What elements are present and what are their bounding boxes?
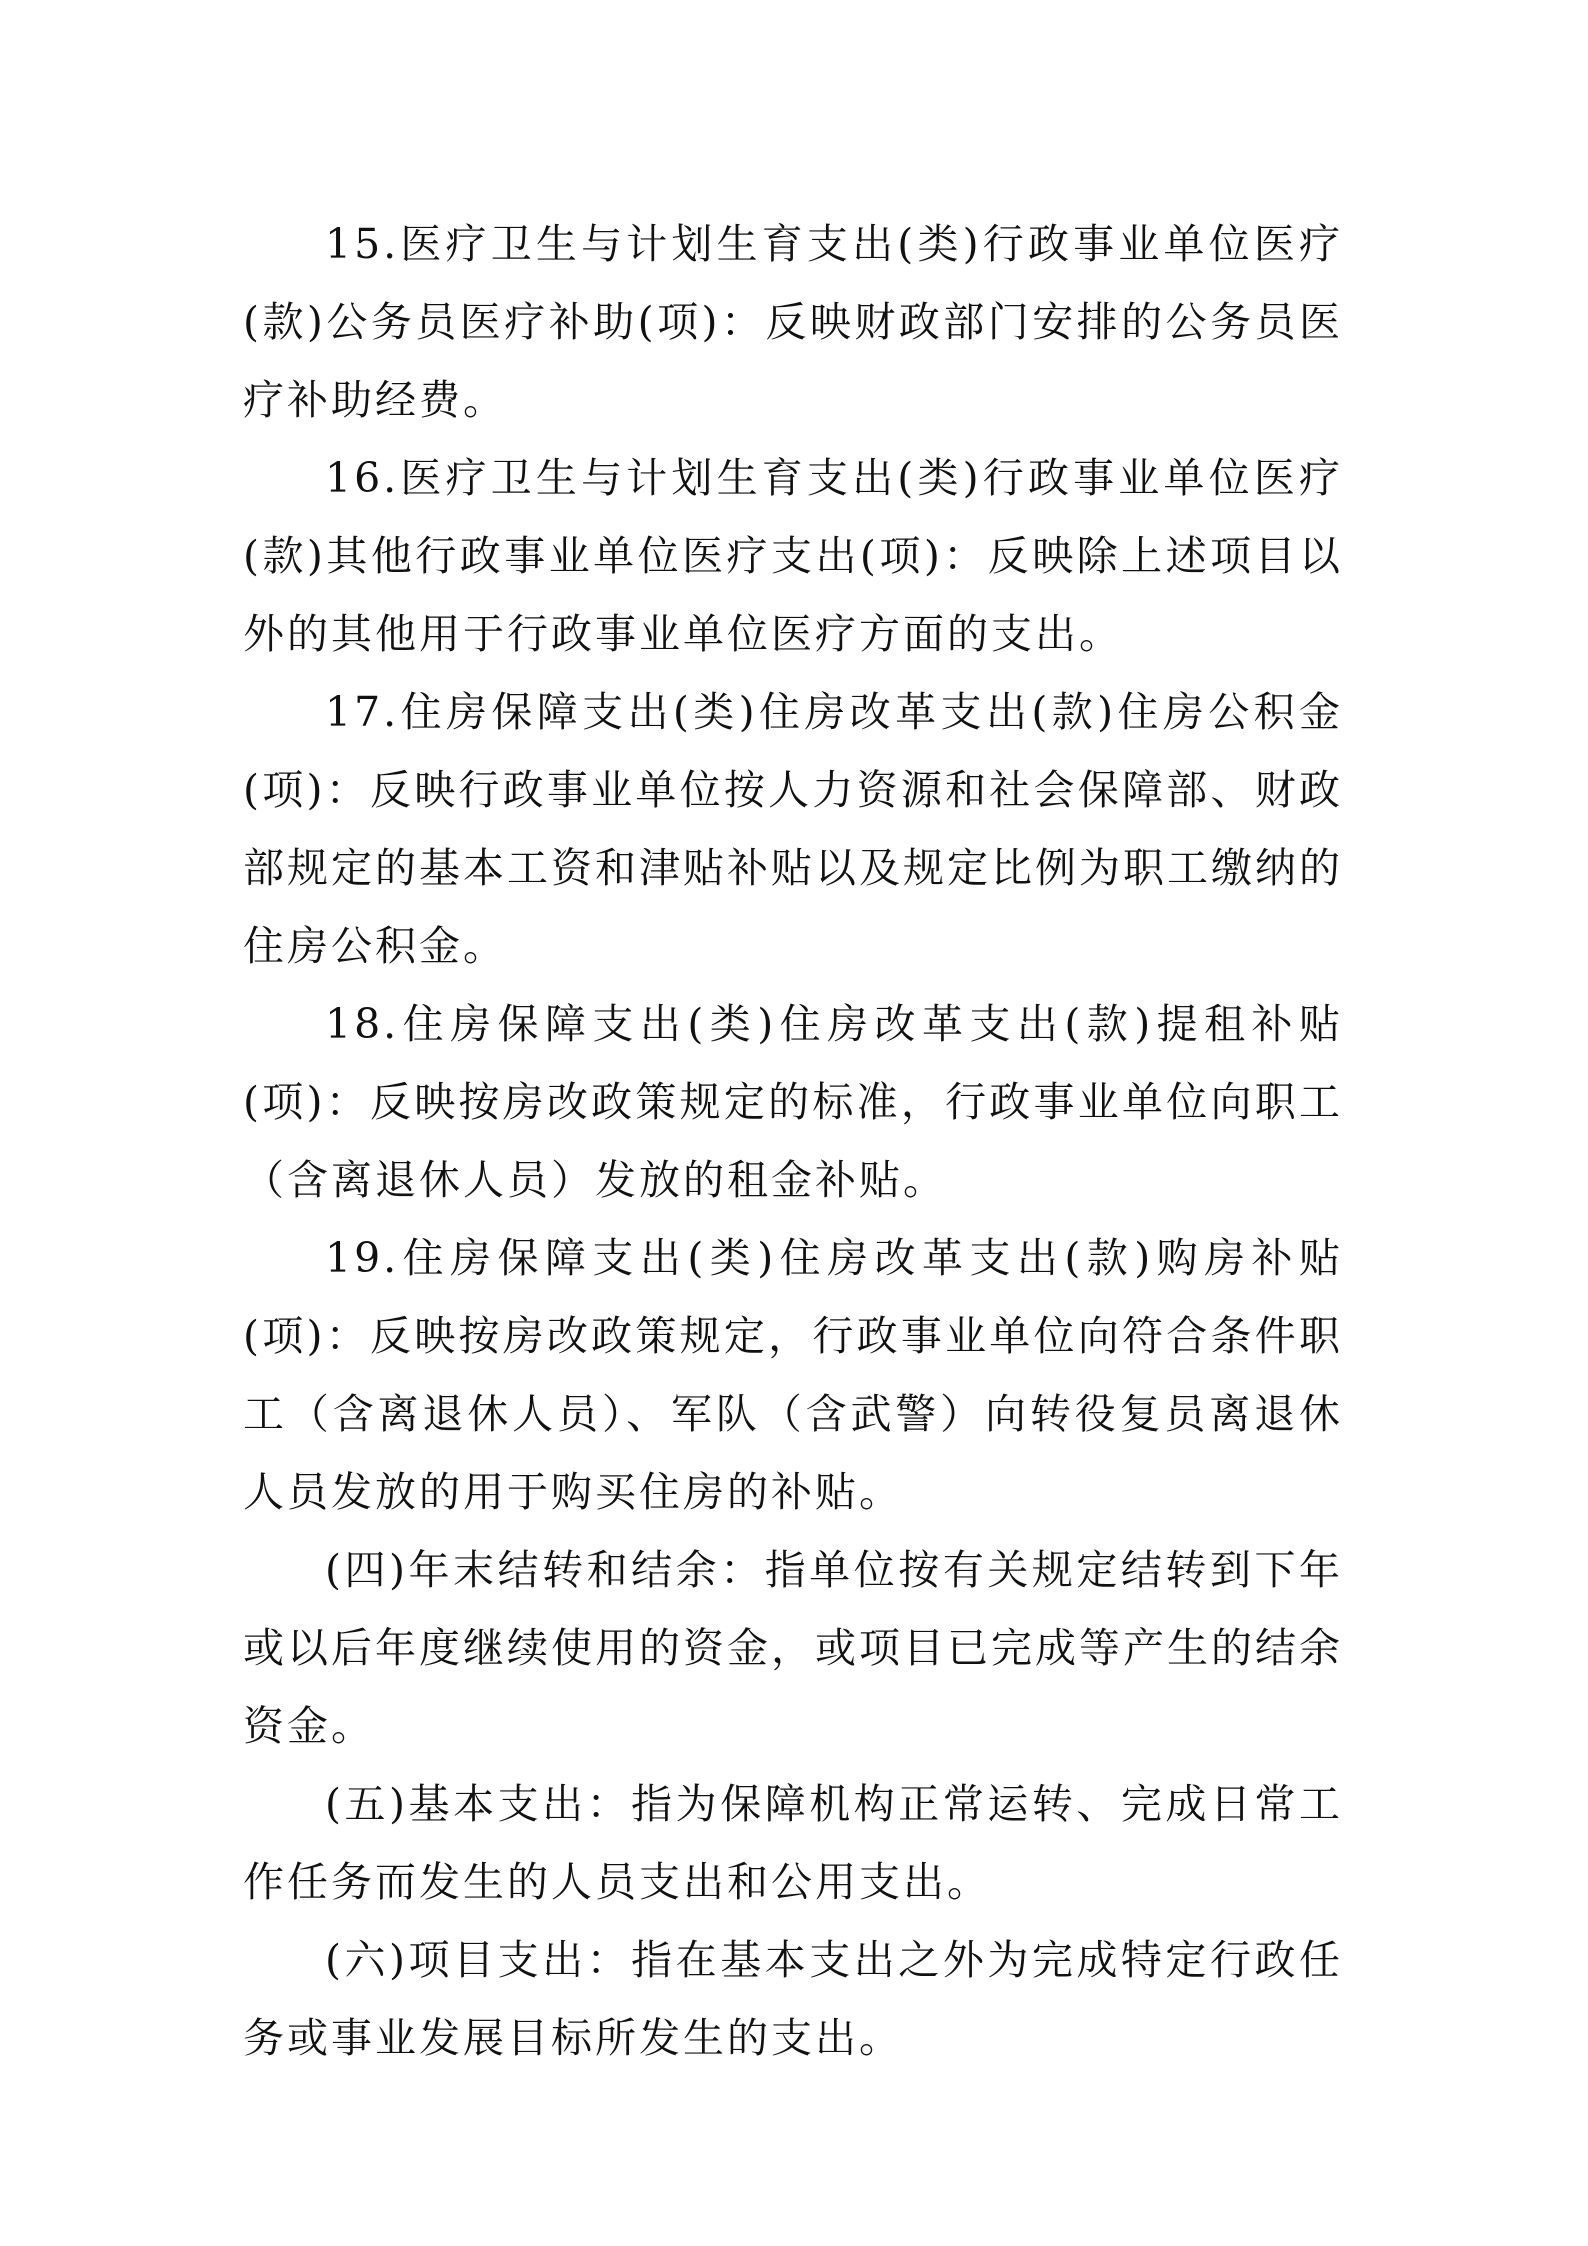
paragraph-basic-expenditure: (五)基本支出：指为保障机构正常运转、完成日常工作任务而发生的人员支出和公用支出。 xyxy=(243,1780,1343,1906)
paragraph-project-expenditure: (六)项目支出：指在基本支出之外为完成特定行政任务或事业发展目标所发生的支出。 xyxy=(243,1936,1343,2062)
paragraph-item-19: 19.住房保障支出(类)住房改革支出(款)购房补贴(项)：反映按房改政策规定，行政事业单位向符合条件职工（含离退休人员）、军队（含武警）向转役复员离退休人员发放的用于购买住房的补贴。 xyxy=(243,1234,1343,1516)
paragraph-item-17: 17.住房保障支出(类)住房改革支出(款)住房公积金(项)：反映行政事业单位按人力资源和社会保障部、财政部规定的基本工资和津贴补贴以及规定比例为职工缴纳的住房公积金。 xyxy=(243,688,1343,970)
paragraph-item-16: 16.医疗卫生与计划生育支出(类)行政事业单位医疗(款)其他行政事业单位医疗支出(项)：反映除上述项目以外的其他用于行政事业单位医疗方面的支出。 xyxy=(243,454,1343,658)
document-body xyxy=(243,205,1343,2077)
paragraph-year-end-carryover: (四)年末结转和结余：指单位按有关规定结转到下年或以后年度继续使用的资金，或项目已完成等产生的结余资金。 xyxy=(243,1546,1343,1750)
paragraph-item-15: 15.医疗卫生与计划生育支出(类)行政事业单位医疗(款)公务员医疗补助(项)：反映财政部门安排的公务员医疗补助经费。 xyxy=(243,220,1343,424)
paragraph-item-18: 18.住房保障支出(类)住房改革支出(款)提租补贴(项)：反映按房改政策规定的标准，行政事业单位向职工（含离退休人员）发放的租金补贴。 xyxy=(243,1000,1343,1204)
